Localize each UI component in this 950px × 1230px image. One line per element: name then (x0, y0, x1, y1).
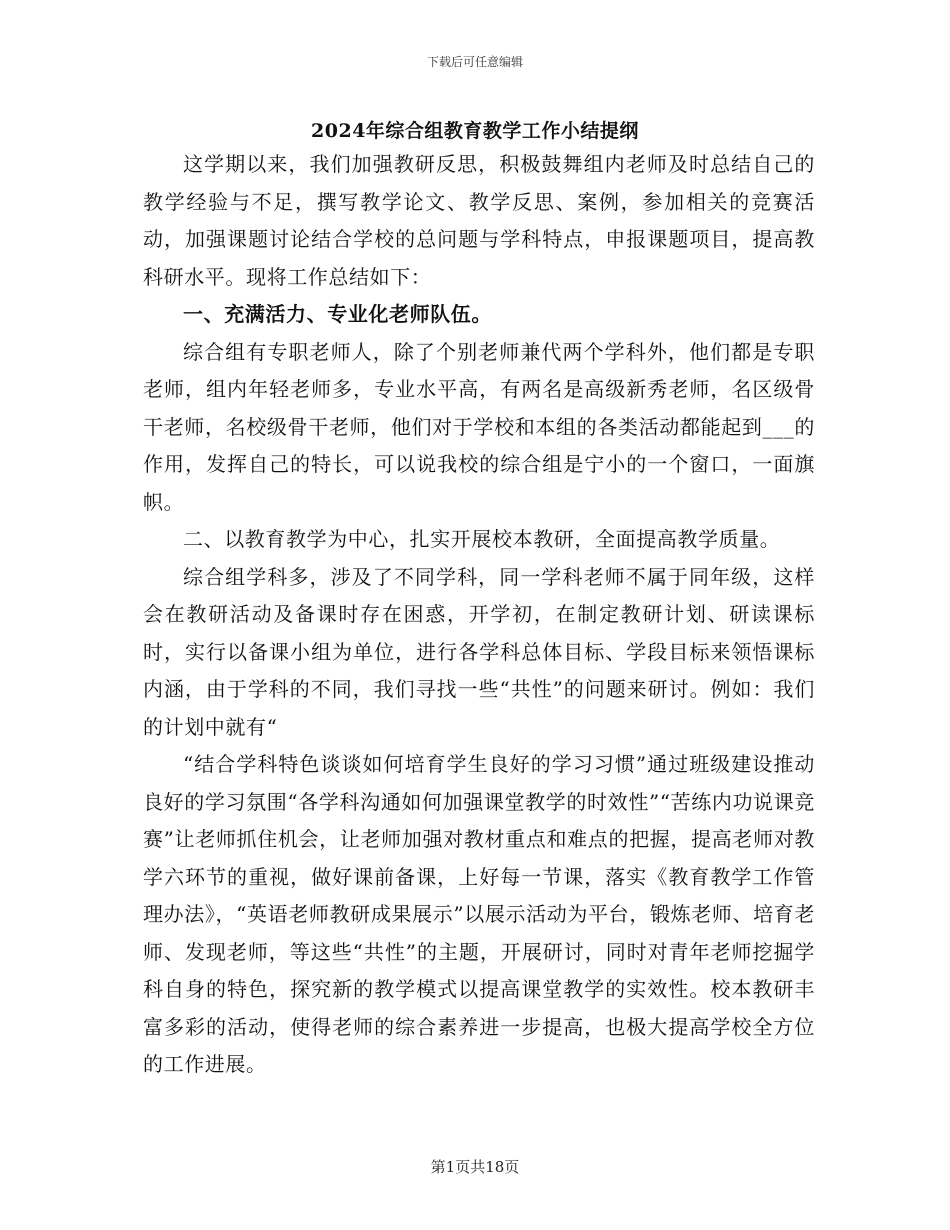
section-heading-1: 一、充满活力、专业化老师队伍。 (183, 302, 492, 326)
header-note: 下载后可任意编辑 (426, 55, 523, 69)
section-2-paragraph: 综合组学科多，涉及了不同学科，同一学科老师不属于同年级，这样会在教研活动及备课时存在困惑，开学初，在制定教研计划、研读课标时，实行以备课小组为单位，进行各学科总体目标、学段目标来领悟课标内涵，由于学科的不同，我们寻找一些“共性”的问题来研讨。例如：我们的计划中就有“ (143, 564, 815, 739)
document-title: 2024年综合组教育教学工作小结提纲 (311, 120, 639, 142)
document-body (143, 146, 815, 1084)
section-1-paragraph: 综合组有专职老师人，除了个别老师兼代两个学科外，他们都是专职老师，组内年轻老师多，专业水平高，有两名是高级新秀老师，名区级骨干老师，名校级骨干老师，他们对于学校和本组的各类活动都能起到___的作用，发挥自己的特长，可以说我校的综合组是宁小的一个窗口，一面旗帜。 (143, 339, 815, 514)
page-number: 第1页共18页 (430, 1158, 520, 1176)
section-heading-2: 二、以教育教学为中心，扎实开展校本教研，全面提高教学质量。 (183, 527, 781, 551)
intro-paragraph: 这学期以来，我们加强教研反思，积极鼓舞组内老师及时总结自己的教学经验与不足，撰写教学论文、教学反思、案例，参加相关的竞赛活动，加强课题讨论结合学校的总问题与学科特点，申报课题项目，提高教科研水平。现将工作总结如下： (143, 152, 815, 289)
section-2-paragraph-continued: “结合学科特色谈谈如何培育学生良好的学习习惯”通过班级建设推动良好的学习氛围“各学科沟通如何加强课堂教学的时效性”“苦练内功说课竞赛”让老师抓住机会，让老师加强对教材重点和难点的把握，提高老师对教学六环节的重视，做好课前备课，上好每一节课，落实《教育教学工作管理办法》，“英语老师教研成果展示”以展示活动为平台，锻炼老师、培育老师、发现老师，等这些“共性”的主题，开展研讨，同时对青年老师挖掘学科自身的特色，探究新的教学模式以提高课堂教学的实效性。校本教研丰富多彩的活动，使得老师的综合素养进一步提高，也极大提高学校全方位的工作进展。 (143, 752, 815, 1076)
